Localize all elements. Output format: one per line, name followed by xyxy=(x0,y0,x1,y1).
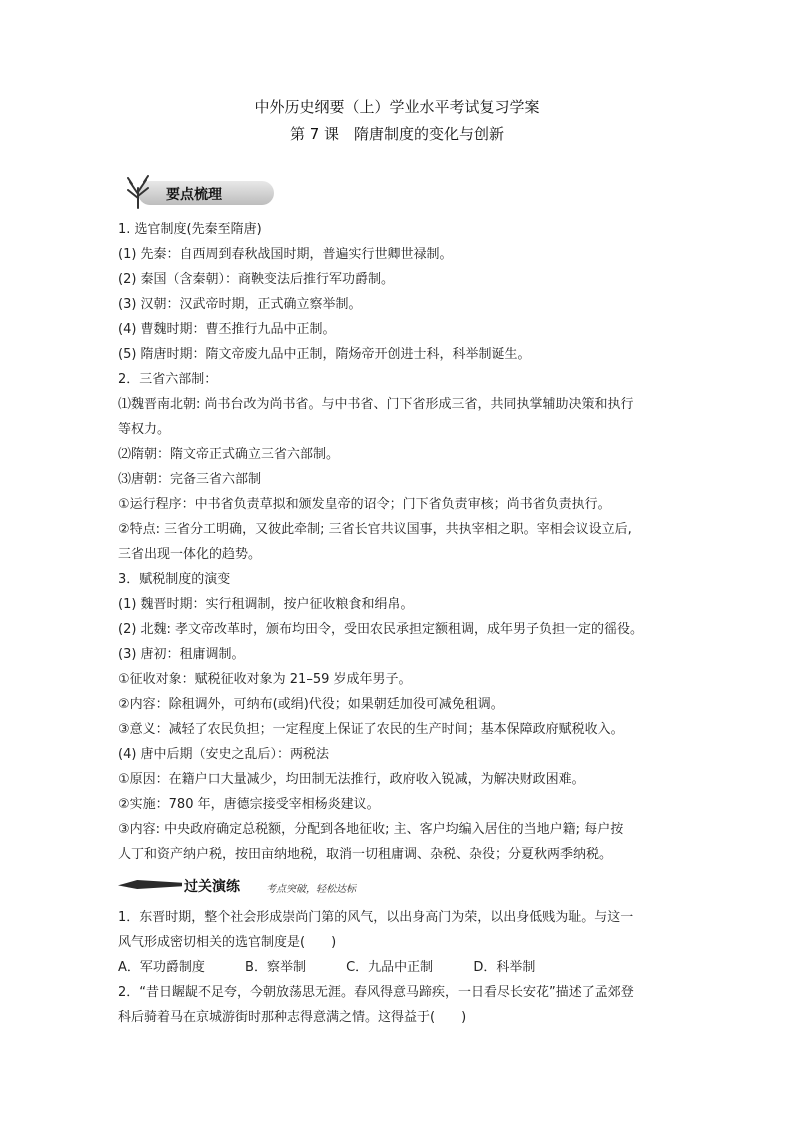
option-d: D．科举制 xyxy=(473,960,536,975)
text-line: 1. 选官制度(先秦至隋唐) xyxy=(118,222,262,237)
text-line: 等权力。 xyxy=(118,422,171,437)
option-b: B．察举制 xyxy=(245,960,306,975)
question-1-options xyxy=(118,955,678,980)
banner-label: 过关演练 xyxy=(184,879,240,895)
text-line: ②内容：除租调外，可纳布(或绢)代役；如果朝廷加役可减免租调。 xyxy=(118,697,504,712)
text-line: ⑶唐朝：完备三省六部制 xyxy=(118,472,262,487)
text-line: (4) 曹魏时期：曹丕推行九品中正制。 xyxy=(118,322,336,337)
text-line: ①运行程序：中书省负责草拟和颁发皇帝的诏令；门下省负责审核；尚书省负责执行。 xyxy=(118,497,611,512)
text-line: (3) 汉朝：汉武帝时期，正式确立察举制。 xyxy=(118,297,362,312)
text-line: 3．赋税制度的演变 xyxy=(118,572,231,587)
text-line: ①原因：在籍户口大量减少，均田制无法推行，政府收入锐减，为解决财政困难。 xyxy=(118,772,585,787)
text-line: 人丁和资产纳户税，按田亩纳地税，取消一切租庸调、杂税、杂役；分夏秋两季纳税。 xyxy=(118,847,613,862)
text-line: (1) 魏晋时期：实行租调制，按户征收粮食和绢帛。 xyxy=(118,597,414,612)
key-points-content xyxy=(118,217,678,867)
text-line: ⑴魏晋南北朝: 尚书台改为尚书省。与中书省、门下省形成三省，共同执掌辅助决策和执行 xyxy=(118,397,634,412)
text-line: ②实施：780 年，唐德宗接受宰相杨炎建议。 xyxy=(118,797,380,812)
question-1-line: 1．东晋时期，整个社会形成崇尚门第的风气，以出身高门为荣，以出身低贱为耻。与这一 xyxy=(118,910,634,925)
text-line: ③内容: 中央政府确定总税额，分配到各地征收; 主、客户均编入居住的当地户籍; 每户按 xyxy=(118,822,624,837)
text-line: (3) 唐初：租庸调制。 xyxy=(118,647,245,662)
text-line: (2) 北魏: 孝文帝改革时，颁布均田令，受田农民承担定额租调，成年男子负担一定的徭役。 xyxy=(118,622,644,637)
text-line: 三省出现一体化的趋势。 xyxy=(118,547,262,562)
banner-subtitle: 考点突破，轻松达标 xyxy=(266,884,356,895)
question-2-line: 2．“昔日龌龊不足夸，今朝放荡思无涯。春风得意马蹄疾，一日看尽长安花”描述了孟郊登 xyxy=(118,985,634,1000)
option-a: A．军功爵制度 xyxy=(118,960,205,975)
text-line: 2．三省六部制： xyxy=(118,372,218,387)
banner-label: 要点梳理 xyxy=(166,187,222,203)
question-1-line: 风气形成密切相关的选官制度是( ) xyxy=(118,935,337,950)
text-line: ②特点: 三省分工明确，又彼此牵制; 三省长官共议国事，共执宰相之职。宰相会议设立后, xyxy=(118,522,632,537)
text-line: ①征收对象：赋税征收对象为 21–59 岁成年男子。 xyxy=(118,672,412,687)
text-line: ⑵隋朝：隋文帝正式确立三省六部制。 xyxy=(118,447,340,462)
question-2-line: 科后骑着马在京城游街时那种志得意满之情。这得益于( ) xyxy=(118,1010,467,1025)
document-title: 中外历史纲要（上）学业水平考试复习学案 xyxy=(254,98,540,116)
option-c: C．九品中正制 xyxy=(346,960,434,975)
section-banner-practice xyxy=(118,874,368,896)
practice-content xyxy=(118,905,678,1030)
section-banner-key-points xyxy=(118,174,274,210)
text-line: (4) 唐中后期（安史之乱后）：两税法 xyxy=(118,747,330,762)
tree-icon xyxy=(118,174,158,210)
text-line: (1) 先秦：自西周到春秋战国时期，普遍实行世卿世禄制。 xyxy=(118,247,453,262)
lesson-title: 第 7 课 隋唐制度的变化与创新 xyxy=(289,125,505,143)
text-line: (2) 秦国（含秦朝）：商鞅变法后推行军功爵制。 xyxy=(118,272,395,287)
text-line: ③意义：减轻了农民负担；一定程度上保证了农民的生产时间；基本保障政府赋税收入。 xyxy=(118,722,624,737)
arrow-icon xyxy=(118,880,182,889)
text-line: (5) 隋唐时期：隋文帝废九品中正制，隋炀帝开创进士科，科举制诞生。 xyxy=(118,347,531,362)
